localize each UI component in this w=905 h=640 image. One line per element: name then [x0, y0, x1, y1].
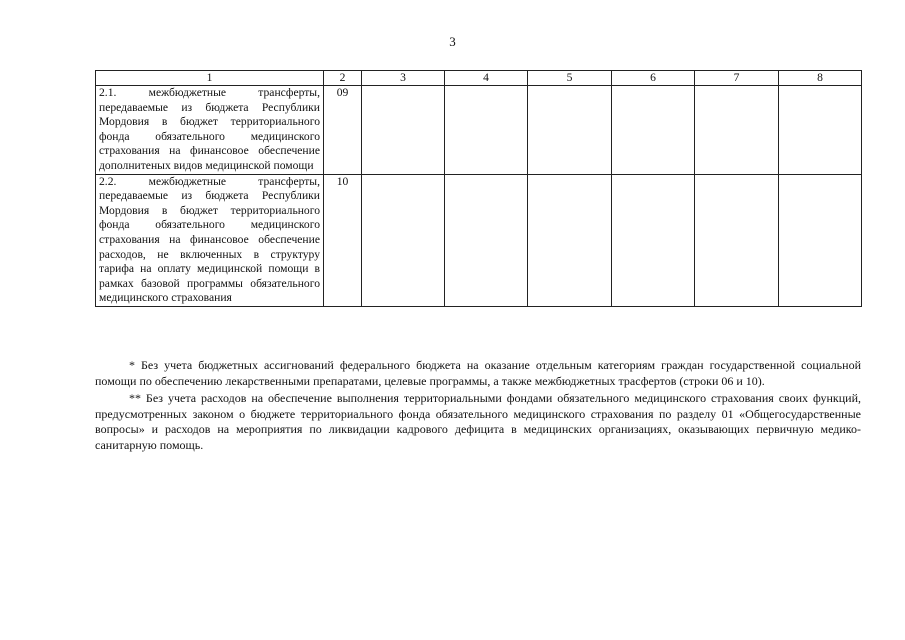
- value-cell: [362, 174, 445, 306]
- value-cell: [528, 86, 612, 175]
- row-code-cell: 09: [324, 86, 362, 175]
- budget-table: [95, 70, 862, 307]
- column-header: 7: [695, 71, 779, 86]
- column-header: 2: [324, 71, 362, 86]
- column-header: 6: [612, 71, 695, 86]
- table-row: [96, 174, 862, 306]
- value-cell: [362, 86, 445, 175]
- value-cell: [695, 86, 779, 175]
- table-header-row: [96, 71, 862, 86]
- page-number: 3: [449, 34, 456, 49]
- row-name-cell: 2.1. межбюджетные трансферты, передаваемые из бюджета Республики Мордовия в бюджет территориального фонда обязательного медицинского страхования на финансовое обеспечение дополнитеных видов медицинской помощи: [96, 86, 324, 175]
- row-code-cell: 10: [324, 174, 362, 306]
- value-cell: [779, 174, 862, 306]
- value-cell: [695, 174, 779, 306]
- column-header: 4: [445, 71, 528, 86]
- value-cell: [445, 86, 528, 175]
- value-cell: [779, 86, 862, 175]
- column-header: 5: [528, 71, 612, 86]
- value-cell: [528, 174, 612, 306]
- footnotes: [95, 358, 861, 456]
- value-cell: [445, 174, 528, 306]
- footnote-double-star: ** Без учета расходов на обеспечение выполнения территориальными фондами обязательного медицинского страхования своих функций, предусмотренных законом о бюджете территориального фонда обязательного медицинского страхования по разделу 01 «Общегосударственные вопросы» и расходов на мероприятия по ликвидации кадрового дефицита в медицинских организациях, оказывающих первичную медико-санитарную помощь.: [95, 391, 861, 452]
- column-header: 1: [96, 71, 324, 86]
- row-name-cell: 2.2. межбюджетные трансферты, передаваемые из бюджета Республики Мордовия в бюджет территориального фонда обязательного медицинского страхования на финансовое обеспечение расходов, не включенных в структуру тарифа на оплату медицинской помощи в рамках базовой программы обязательного медицинского страхования: [96, 174, 324, 306]
- value-cell: [612, 86, 695, 175]
- value-cell: [612, 174, 695, 306]
- footnote-single-star: * Без учета бюджетных ассигнований федерального бюджета на оказание отдельным категориям граждан государственной социальной помощи по обеспечению лекарственными препаратами, целевые программы, а также межбюджетных трасфертов (строки 06 и 10).: [95, 358, 861, 388]
- column-header: 8: [779, 71, 862, 86]
- column-header: 3: [362, 71, 445, 86]
- table-row: [96, 86, 862, 175]
